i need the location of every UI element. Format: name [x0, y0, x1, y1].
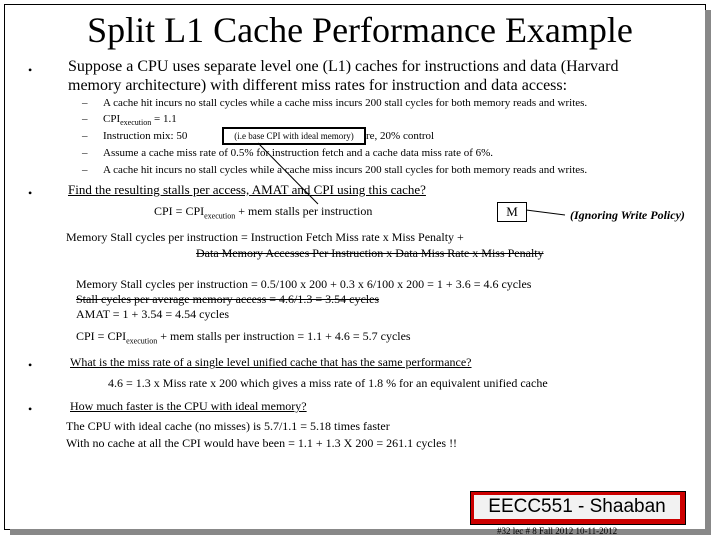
answer-ideal-cache: The CPU with ideal cache (no misses) is 5.7/1.1 = 5.18 times faster: [66, 419, 390, 433]
bullet-dot: •: [28, 402, 33, 416]
sub-item-2: $CPI_{execution} = 1.1$: [103, 113, 177, 128]
m-box: M: [497, 202, 527, 222]
ignoring-write-policy: (Ignoring Write Policy): [570, 208, 685, 222]
dash: –: [82, 147, 88, 159]
intro-line-2: memory architecture) with different miss rates for instruction and data access:: [68, 77, 568, 94]
dash: –: [82, 130, 88, 142]
sub-item-3-suffix: re, 20% control: [366, 130, 435, 142]
find-question: Find the resulting stalls per access, AMAT and CPI using this cache?: [68, 182, 426, 197]
calc-line-2: Stall cycles per average memory access = 4.6/1.3 = 3.54 cycles: [76, 292, 380, 306]
m-box-connector: [526, 210, 565, 215]
course-logo-text: EECC551 - Shaaban: [474, 495, 680, 519]
slide-title: Split L1 Cache Performance Example: [87, 10, 633, 50]
dash: –: [82, 113, 88, 125]
answer-unified-cache: 4.6 = 1.3 x Miss rate x 200 which gives a miss rate of 1.8 % for an equivalent unified cache: [108, 376, 548, 390]
bullet-dot: •: [28, 63, 33, 77]
bullet-dot: •: [28, 186, 33, 200]
sub-item-3-prefix: Instruction mix: 50: [103, 130, 188, 142]
dash: –: [82, 97, 88, 109]
cpi-result: CPI = $CPI_{execution}$ + mem stalls per instruction = 1.1 + 4.6 = 5.7 cycles: [76, 329, 411, 346]
question-unified-cache: What is the miss rate of a single level unified cache that has the same performance?: [70, 355, 472, 369]
cpi-formula: CPI = $CPI_{execution}$ + mem stalls per instruction: [154, 204, 373, 221]
question-ideal-memory: How much faster is the CPU with ideal memory?: [70, 399, 307, 413]
mem-stall-line-2: Data Memory Accesses Per Instruction x Data Miss Rate x Miss Penalty: [196, 246, 544, 260]
calc-line-3: AMAT = 1 + 3.54 = 4.54 cycles: [76, 307, 230, 321]
intro-line-1: Suppose a CPU uses separate level one (L1) caches for instructions and data (Harvard: [68, 58, 619, 75]
ideal-memory-callout: (i.e base CPI with ideal memory): [222, 127, 366, 145]
mem-stall-line-1: Memory Stall cycles per instruction = Instruction Fetch Miss rate x Miss Penalty +: [66, 230, 464, 244]
dash: –: [82, 164, 88, 176]
callout-pointer: [258, 143, 318, 204]
calc-line-1: Memory Stall cycles per instruction = 0.5/100 x 200 + 0.3 x 6/100 x 200 = 1 + 3.6 = 4.6 cycles: [76, 277, 532, 291]
sub-item-4: Assume a cache miss rate of 0.5% for instruction fetch and a cache data miss rate of 6%.: [103, 147, 494, 159]
bullet-dot: •: [28, 358, 33, 372]
course-logo: [470, 491, 686, 525]
answer-no-cache: With no cache at all the CPI would have been = 1.1 + 1.3 X 200 = 261.1 cycles !!: [66, 436, 458, 450]
slide-footer: #32 lec # 8 Fall 2012 10-11-2012: [497, 526, 618, 536]
sub-item-1: A cache hit incurs no stall cycles while a cache miss incurs 200 stall cycles for both memory reads and writes.: [103, 97, 588, 109]
sub-item-5: A cache hit incurs no stall cycles while a cache miss incurs 200 stall cycles for both memory reads and writes.: [103, 164, 588, 176]
